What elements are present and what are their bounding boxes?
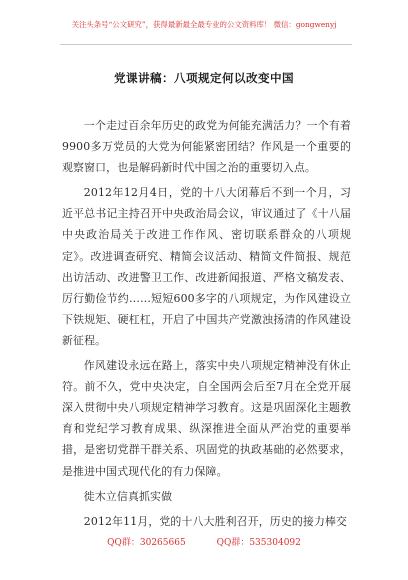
footer-contacts xyxy=(0,535,408,548)
qq-group-2: QQ群：535304092 xyxy=(216,538,301,548)
paragraph: 2012年12月4日，党的十八大闭幕后不到一个月，习近平总书记主持召开中央政治局会议，审议通过了《十八届中央政治局关于改进工作作风、密切联系群众的八项规定》。改进调查研究、精简会议活动、精简文件简报、规范出访活动、改进警卫工作、改进新闻报道、严格文稿发表、厉行勤俭节约……短短600多字的八项规定，为作风建设立下铁规矩、硬杠杠，开启了中国共产党激浊扬清的作风建设新征程。 xyxy=(62,186,351,347)
qq-group-1: QQ群：30265665 xyxy=(107,538,186,548)
page-title: 党课讲稿：八项规定何以改变中国 xyxy=(114,71,294,85)
section-subheading: 徙木立信真抓实做 xyxy=(83,489,173,503)
paragraph: 2012年11月，党的十八大胜利召开，历史的接力棒交 xyxy=(83,514,348,528)
article-body xyxy=(62,115,351,536)
paragraph: 一个走过百余年历史的政党为何能充满活力？一个有着9900多万党员的大党为何能紧密团结？作风是一个重要的观察窗口，也是解码新时代中国之治的重要切入点。 xyxy=(62,119,351,175)
header-divider xyxy=(60,44,352,45)
header-banner: 关注头条号“公文研究”，获得最新最全最专业的公文资料库！ 微信：gongwenyj xyxy=(71,20,337,29)
paragraph: 作风建设永远在路上，落实中央八项规定精神没有休止符。前不久，党中央决定，自全国两会后至7月在全党开展深入贯彻中央八项规定精神学习教育。这是巩固深化主题教育和党纪学习教育成果、纵深推进全面从严治党的重要举措，是密切党群干群关系、巩固党的执政基础的必然要求，是推进中国式现代化的有力保障。 xyxy=(62,359,351,478)
